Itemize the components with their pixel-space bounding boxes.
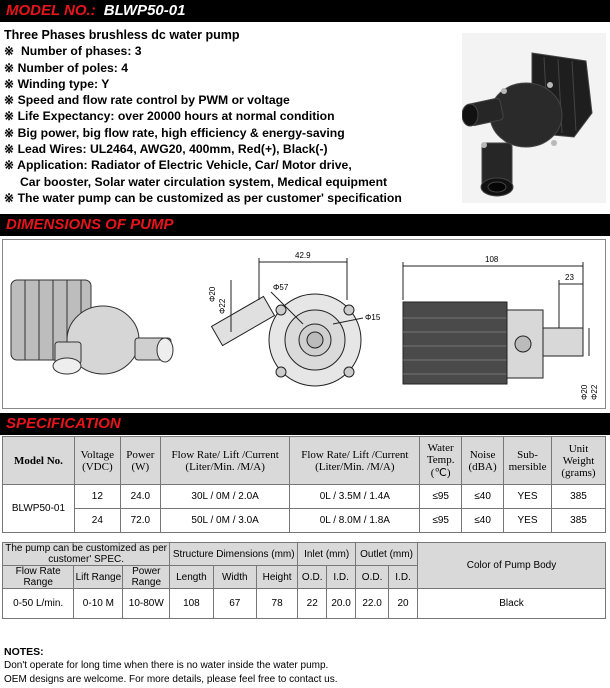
- model-cell: BLWP50-01: [3, 485, 75, 533]
- structure-header: Structure Dimensions (mm): [170, 543, 298, 566]
- cell: 67: [213, 589, 256, 619]
- custom-intro: The pump can be customized as per customer' SPEC.: [3, 543, 170, 566]
- cell: YES: [504, 485, 552, 509]
- cell: 50L / 0M / 3.0A: [160, 509, 290, 533]
- cell: 22: [298, 589, 327, 619]
- feature-item: ※ Application: Radiator of Electric Vehicle, Car/ Motor drive,: [4, 158, 352, 173]
- feature-item: ※ Winding type: Y: [4, 76, 110, 91]
- table-header-row: [3, 543, 606, 566]
- cell: 10-80W: [123, 589, 170, 619]
- header-cell: Flow Rate/ Lift /Current (Liter/Min. /M/A): [290, 437, 420, 485]
- dimensions-heading: DIMENSIONS OF PUMP: [0, 214, 610, 236]
- cell: I.D.: [389, 566, 418, 589]
- header-cell: Noise (dBA): [462, 437, 504, 485]
- cell: O.D.: [356, 566, 389, 589]
- cell: 24.0: [120, 485, 160, 509]
- feature-item: ※ Big power, big flow rate, high efficiency & energy-saving: [4, 125, 345, 140]
- dim-label: 23: [565, 273, 574, 282]
- cell: 22.0: [356, 589, 389, 619]
- color-header: Color of Pump Body: [418, 543, 606, 589]
- table-row: [3, 485, 606, 509]
- dim-label: Φ20: [580, 384, 589, 400]
- feature-item: ※ The water pump can be customized as per customer' specification: [4, 190, 402, 205]
- pump-front-drawing: [212, 258, 363, 386]
- cell: ≤40: [462, 485, 504, 509]
- cell: Width: [213, 566, 256, 589]
- cell: 24: [74, 509, 120, 533]
- header-cell: Power (W): [120, 437, 160, 485]
- pump-photo: [462, 33, 606, 203]
- header-cell: Water Temp. (℃): [420, 437, 462, 485]
- header-cell: Model No.: [3, 437, 75, 485]
- cell: Lift Range: [74, 566, 123, 589]
- cell: 72.0: [120, 509, 160, 533]
- dimension-drawing: [2, 239, 606, 409]
- cell: 0L / 8.0M / 1.8A: [290, 509, 420, 533]
- cell: 0-10 M: [74, 589, 123, 619]
- cell: 385: [552, 485, 606, 509]
- cell: Flow Rate Range: [3, 566, 74, 589]
- cell: YES: [504, 509, 552, 533]
- dim-label: Φ20: [208, 286, 217, 302]
- feature-item: ※ Speed and flow rate control by PWM or voltage: [4, 93, 290, 108]
- customization-table: [2, 542, 606, 619]
- notes: [4, 645, 338, 687]
- specification-table: [2, 436, 606, 533]
- cell: 20.0: [327, 589, 356, 619]
- cell: ≤95: [420, 509, 462, 533]
- note-line: Don't operate for long time when there is no water inside the water pump.: [4, 660, 329, 671]
- pump-side-drawing: [403, 262, 589, 384]
- cell: ≤40: [462, 509, 504, 533]
- cell: ≤95: [420, 485, 462, 509]
- specification-heading: SPECIFICATION: [0, 413, 610, 435]
- header-cell: Voltage (VDC): [74, 437, 120, 485]
- feature-item: ※ Number of phases: 3: [4, 44, 142, 59]
- feature-item-continued: Car booster, Solar water circulation system, Medical equipment: [20, 174, 388, 189]
- dim-label: Φ57: [273, 283, 289, 292]
- inlet-header: Inlet (mm): [298, 543, 356, 566]
- cell: O.D.: [298, 566, 327, 589]
- feature-item: ※ Lead Wires: UL2464, AWG20, 400mm, Red(+), Black(-): [4, 142, 328, 157]
- dim-label: 108: [485, 255, 499, 264]
- table-row: [3, 509, 606, 533]
- model-label: MODEL NO.:: [6, 2, 96, 19]
- pump-side-render: [11, 280, 173, 374]
- feature-item: ※ Number of poles: 4: [4, 60, 128, 75]
- notes-heading: NOTES:: [4, 646, 44, 658]
- cell: 30L / 0M / 2.0A: [160, 485, 290, 509]
- cell: 20: [389, 589, 418, 619]
- cell: 78: [256, 589, 297, 619]
- dim-label: 42.9: [295, 251, 311, 260]
- model-header: [0, 0, 610, 22]
- feature-title: Three Phases brushless dc water pump: [4, 28, 240, 42]
- outlet-header: Outlet (mm): [356, 543, 418, 566]
- dim-label: Φ22: [590, 384, 599, 400]
- cell: 385: [552, 509, 606, 533]
- cell: I.D.: [327, 566, 356, 589]
- dim-label: Φ15: [365, 313, 381, 322]
- header-cell: Unit Weight (grams): [552, 437, 606, 485]
- note-line: OEM designs are welcome. For more details, please feel free to contact us.: [4, 674, 338, 685]
- cell: Black: [418, 589, 606, 619]
- dim-label: Φ22: [218, 298, 227, 314]
- cell: 0-50 L/min.: [3, 589, 74, 619]
- feature-item: ※ Life Expectancy: over 20000 hours at normal condition: [4, 109, 335, 124]
- cell: 12: [74, 485, 120, 509]
- cell: 0L / 3.5M / 1.4A: [290, 485, 420, 509]
- header-cell: Sub- mersible: [504, 437, 552, 485]
- table-header-row: [3, 437, 606, 485]
- model-value: BLWP50-01: [103, 2, 186, 19]
- cell: Height: [256, 566, 297, 589]
- cell: Power Range: [123, 566, 170, 589]
- table-row: [3, 589, 606, 619]
- header-cell: Flow Rate/ Lift /Current (Liter/Min. /M/A): [160, 437, 290, 485]
- cell: Length: [170, 566, 213, 589]
- cell: 108: [170, 589, 213, 619]
